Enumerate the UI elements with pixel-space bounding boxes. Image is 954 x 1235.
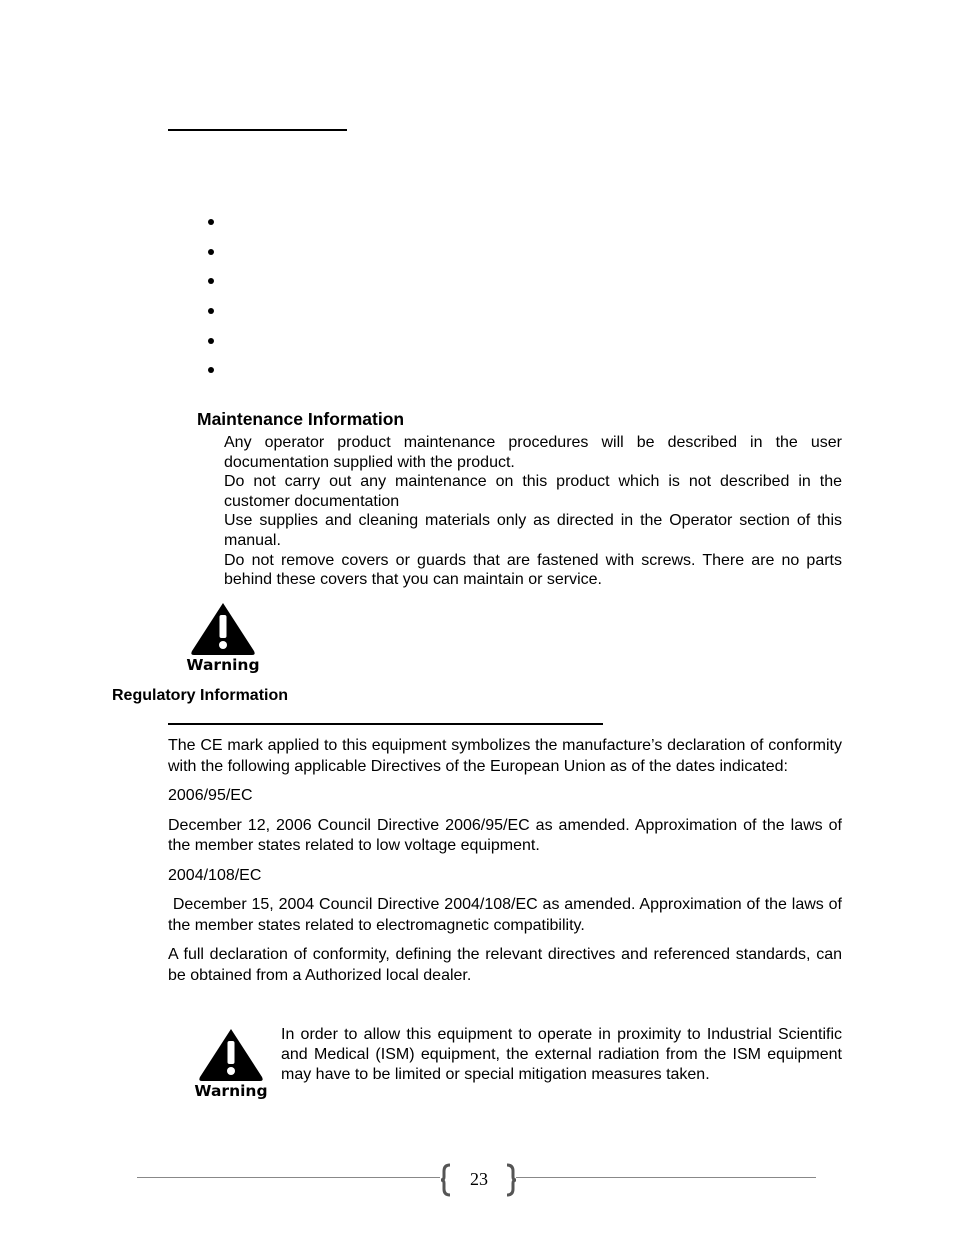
section-rule-regulatory [168, 723, 603, 725]
right-bracket-icon [505, 1163, 517, 1197]
maintenance-item: Do not remove covers or guards that are fastened with screws. There are no parts behind these covers that you can maintain or service. [224, 551, 842, 589]
regulatory-body [168, 736, 847, 995]
maintenance-heading: Maintenance Information [197, 409, 405, 429]
directive-description: December 15, 2004 Council Directive 2004/108/EC as amended. Approximation of the laws of the member states related to electromagnetic compatibility. [168, 896, 847, 934]
directive-code: 2004/108/EC [168, 866, 262, 884]
footer-rule-left [137, 1177, 440, 1178]
warning-label: Warning [186, 656, 260, 674]
warning-triangle-icon [189, 1026, 273, 1100]
ce-mark-paragraph: The CE mark applied to this equipment symbolizes the manufacture’s declaration of conformity with the following applicable Directives of the European Union as of the dates indicated: [168, 737, 842, 775]
directive-description: December 12, 2006 Council Directive 2006/95/EC as amended. Approximation of the laws of the member states related to low voltage equipment. [168, 816, 842, 854]
section-rule-top [168, 129, 347, 131]
warning-label: Warning [194, 1082, 268, 1100]
bullet-5 [208, 338, 214, 344]
regulatory-heading: Regulatory Information [112, 687, 289, 704]
ism-warning-text: In order to allow this equipment to operate in proximity to Industrial Scientific and Medical (ISM) equipment, the external radiation from the ISM equipment may have to be limited or special mitigation measures taken. [281, 1026, 842, 1083]
declaration-paragraph: A full declaration of conformity, defining the relevant directives and referenced standards, can be obtained from a Authorized local dealer. [168, 946, 842, 984]
bullet-6 [208, 367, 214, 373]
footer-rule-right [516, 1177, 816, 1178]
bullet-3 [208, 278, 214, 284]
left-bracket-icon [440, 1163, 452, 1197]
directive-code: 2006/95/EC [168, 787, 253, 804]
warning-icon [189, 1026, 273, 1100]
bullet-4 [208, 308, 214, 314]
maintenance-list [224, 433, 842, 590]
warning-triangle-icon [181, 600, 265, 674]
bullet-1 [208, 219, 214, 225]
maintenance-item: Do not carry out any maintenance on this product which is not described in the customer documentation [224, 473, 842, 510]
page-number: 23 [470, 1169, 488, 1189]
bullet-2 [208, 249, 214, 255]
warning-icon [181, 600, 265, 674]
maintenance-item: Use supplies and cleaning materials only as directed in the Operator section of this manual. [224, 512, 842, 549]
maintenance-item: Any operator product maintenance procedures will be described in the user documentation supplied with the product. [224, 434, 842, 471]
